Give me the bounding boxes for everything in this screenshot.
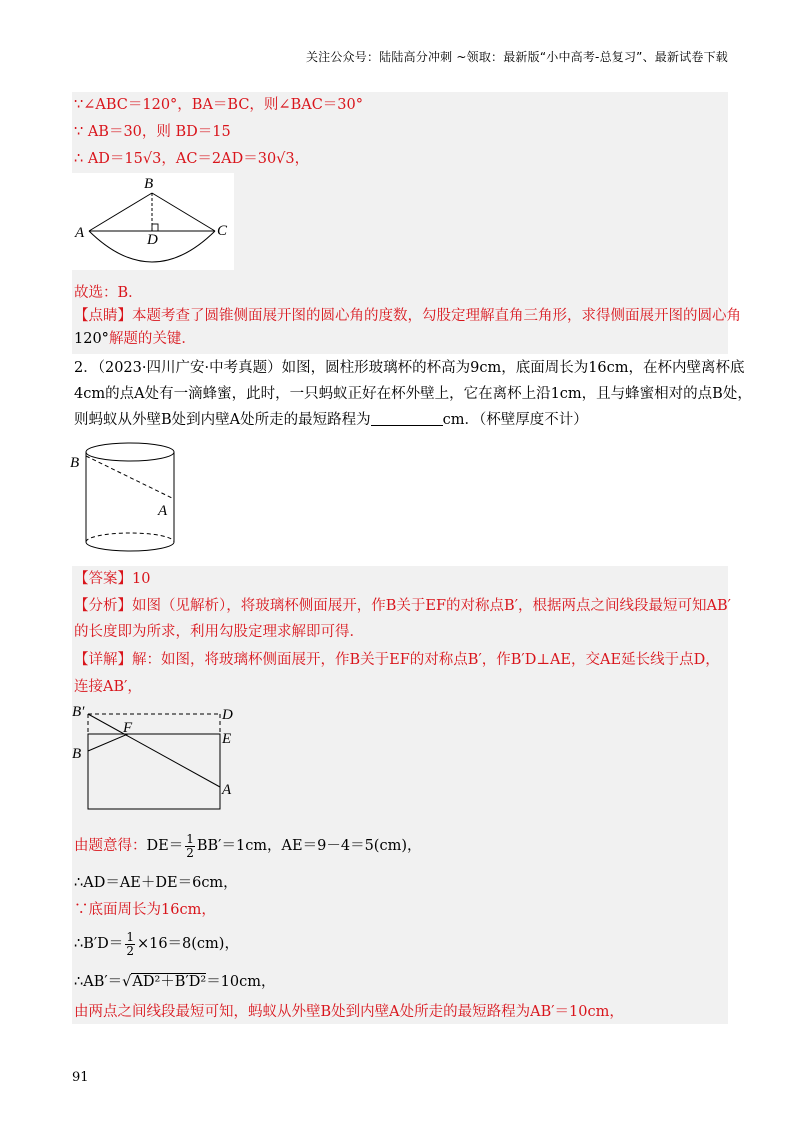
rect-label-B: B xyxy=(72,746,82,762)
q1-step-3: ∴ AD＝15√3，AC＝2AD＝30√3， xyxy=(74,151,310,167)
q1-comment-2 xyxy=(74,329,196,349)
eq4-a: ∴B′D＝ xyxy=(74,936,124,952)
eq1-prefix: 由题意得： xyxy=(74,838,147,854)
cylinder-figure xyxy=(70,438,190,558)
comment-text-1: 本题考查了圆锥侧面展开图的圆心角的度数，勾股定理解直角三角形，求得侧面展开图的圆心角 xyxy=(132,308,741,324)
rect-label-E: E xyxy=(222,731,232,747)
rect-label-Bp: B′ xyxy=(72,704,85,720)
eq-1 xyxy=(74,832,421,860)
analysis-tag: 【分析】 xyxy=(74,598,132,614)
q2-stem-1: 2．（2023·四川广安·中考真题）如图，圆柱形玻璃杯的杯高为9cm，底面周长为16cm，在杯内壁离杯底 xyxy=(74,360,745,376)
label-C: C xyxy=(217,223,228,239)
q1-choice: 故选：B． xyxy=(74,285,143,301)
q2-answer xyxy=(74,569,150,589)
answer-blank xyxy=(371,411,443,426)
q2-stem-3a: 则蚂蚁从外壁B处到内壁A处所走的最短路程为 xyxy=(74,412,371,428)
answer-tag: 【答案】 xyxy=(74,571,132,587)
label-D: D xyxy=(147,232,158,248)
eq4-b: ×16＝8(cm)， xyxy=(136,936,239,952)
q1-step-2: ∵ AB＝30，则 BD＝15 xyxy=(74,124,231,140)
label-A: A xyxy=(75,225,85,241)
q1-step-1: ∵∠ABC＝120°，BA＝BC，则∠BAC＝30° xyxy=(74,97,364,113)
detail-text-1: 解：如图，将玻璃杯侧面展开，作B关于EF的对称点B′，作B′D⊥AE，交AE延长线于点D， xyxy=(132,652,720,668)
q1-comment xyxy=(74,306,741,326)
eq1-fraction: $\frac{1}{2}$ xyxy=(186,831,194,860)
comment-tag: 【点睛】 xyxy=(74,308,132,324)
q2-analysis-1 xyxy=(74,596,731,616)
q2-stem-3b: cm．（杯壁厚度不计） xyxy=(442,412,588,428)
eq5-radicand: AD²＋B′D² xyxy=(132,974,207,990)
eq-5 xyxy=(74,972,276,992)
q2-analysis-2: 的长度即为所求，利用勾股定理求解即可得． xyxy=(74,624,364,640)
rect-label-F: F xyxy=(123,720,133,736)
q1-figure xyxy=(72,173,234,270)
eq-3: ∵底面周长为16cm， xyxy=(74,902,216,918)
q2-conclusion: 由两点之间线段最短可知，蚂蚁从外壁B处到内壁A处所走的最短路程为AB′＝10cm， xyxy=(74,1004,624,1020)
eq5-a: ∴AB′＝√ xyxy=(74,974,132,990)
eq4-fraction: $\frac{1}{2}$ xyxy=(126,929,134,958)
analysis-text-1: 如图（见解析），将玻璃杯侧面展开，作B关于EF的对称点B′，根据两点之间线段最短可知AB′ xyxy=(132,598,731,614)
eq-2: ∴AD＝AE＋DE＝6cm， xyxy=(74,875,238,891)
q2-stem-2: 4cm的点A处有一滴蜂蜜，此时，一只蚂蚁正好在杯外壁上，它在离杯上沿1cm，且与蜂蜜相对的点B处， xyxy=(74,386,752,402)
page-header: 关注公众号：陆陆高分冲刺 ~领取：最新版“小中高考-总复习”、最新试卷下载 xyxy=(305,50,728,64)
label-B: B xyxy=(144,176,154,192)
answer-value: 10 xyxy=(132,571,151,587)
eq1-b: BB′＝1cm，AE＝9－4＝5(cm)， xyxy=(196,838,422,854)
unfolded-figure xyxy=(70,700,240,812)
eq-4 xyxy=(74,930,239,958)
cyl-label-B: B xyxy=(70,455,80,471)
q2-detail-1 xyxy=(74,650,720,670)
cyl-label-A: A xyxy=(158,503,168,519)
q2-stem-3 xyxy=(74,410,588,430)
detail-tag: 【详解】 xyxy=(74,652,132,668)
eq5-b: ＝10cm， xyxy=(206,974,276,990)
eq1-a: DE＝ xyxy=(146,838,184,854)
rect-label-A: A xyxy=(222,782,232,798)
comment-text-2: 解题的关键． xyxy=(108,331,196,347)
page-number: 91 xyxy=(72,1070,89,1085)
rect-label-D: D xyxy=(222,707,233,723)
comment-angle: 120° xyxy=(74,331,109,347)
q2-detail-2: 连接AB′， xyxy=(74,679,142,695)
